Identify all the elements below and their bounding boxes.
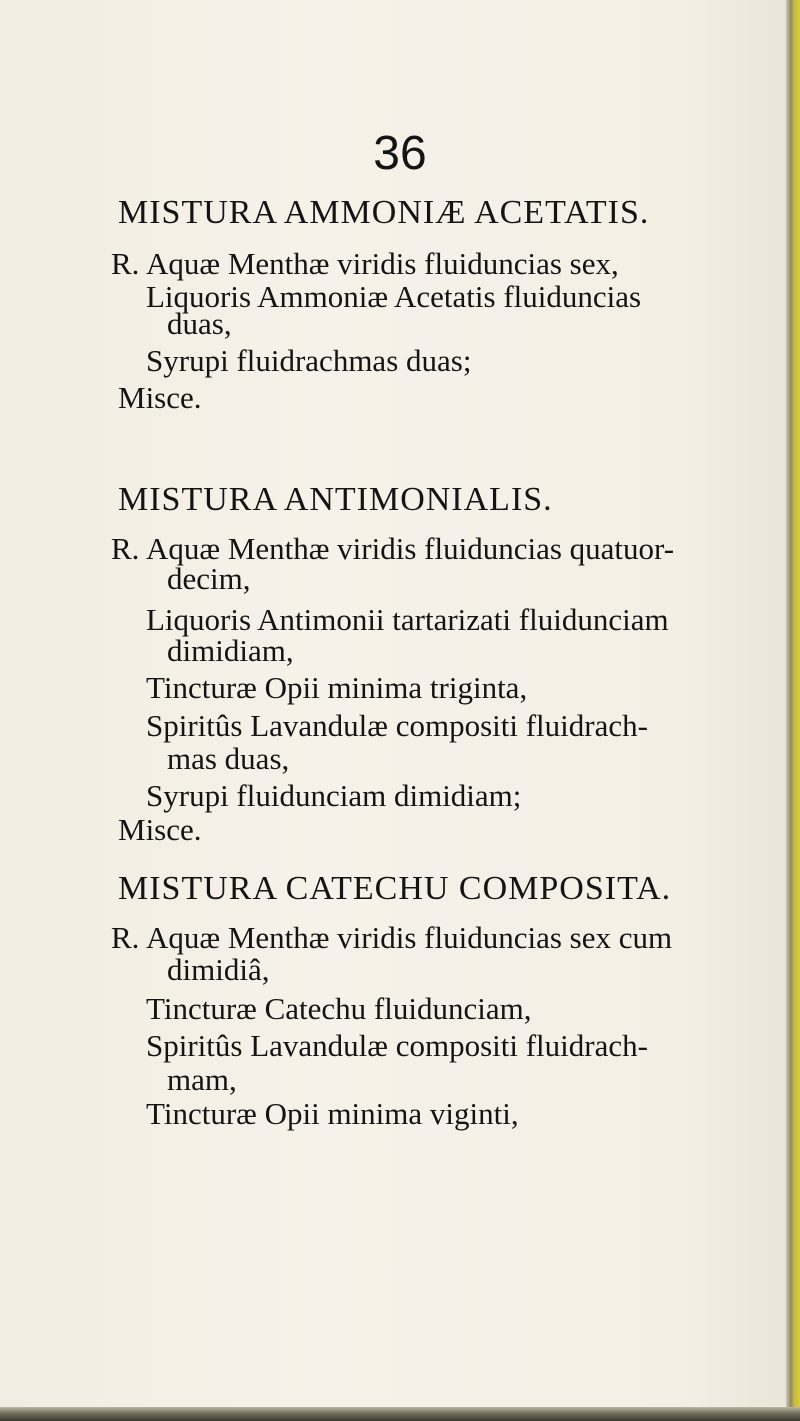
section-heading-ammoniae: MISTURA AMMONIÆ ACETATIS. — [118, 194, 650, 231]
recipe-line: Spiritûs Lavandulæ compositi fluidrach- — [146, 708, 648, 743]
page-number: 36 — [373, 127, 427, 180]
recipe-line: Tincturæ Opii minima viginti, — [146, 1096, 519, 1131]
page-edge-bottom — [0, 1407, 800, 1421]
recipe-symbol: R. — [111, 246, 140, 281]
recipe-line: Liquoris Ammoniæ Acetatis fluiduncias — [146, 279, 642, 314]
recipe-line: duas, — [167, 306, 232, 341]
recipe-line: mas duas, — [167, 741, 290, 776]
recipe-symbol: R. — [111, 531, 140, 566]
recipe-symbol: R. — [111, 920, 140, 955]
recipe-line: Misce. — [118, 812, 202, 847]
recipe-line: dimidiâ, — [167, 952, 270, 987]
recipe-line: mam, — [167, 1062, 237, 1097]
recipe-line: Spiritûs Lavandulæ compositi fluidrach- — [146, 1028, 648, 1063]
recipe-line: Misce. — [118, 380, 202, 415]
recipe-line: Liquoris Antimonii tartarizati fluidunciam — [146, 602, 669, 637]
section-heading-catechu: MISTURA CATECHU COMPOSITA. — [118, 870, 672, 907]
recipe-line: dimidiam, — [167, 633, 294, 668]
recipe-line: Tincturæ Catechu fluidunciam, — [146, 991, 532, 1026]
recipe-line: Syrupi fluidrachmas duas; — [146, 343, 472, 378]
recipe-line: Tincturæ Opii minima triginta, — [146, 670, 528, 705]
section-heading-antimonialis: MISTURA ANTIMONIALIS. — [118, 481, 553, 518]
recipe-line: Aquæ Menthæ viridis fluiduncias quatuor- — [146, 531, 675, 566]
recipe-line: Aquæ Menthæ viridis fluiduncias sex, — [146, 246, 619, 281]
page-edge-right — [786, 0, 800, 1421]
recipe-line: Aquæ Menthæ viridis fluiduncias sex cum — [146, 920, 673, 955]
recipe-line: decim, — [167, 561, 251, 596]
recipe-line: Syrupi fluidunciam dimidiam; — [146, 778, 522, 813]
